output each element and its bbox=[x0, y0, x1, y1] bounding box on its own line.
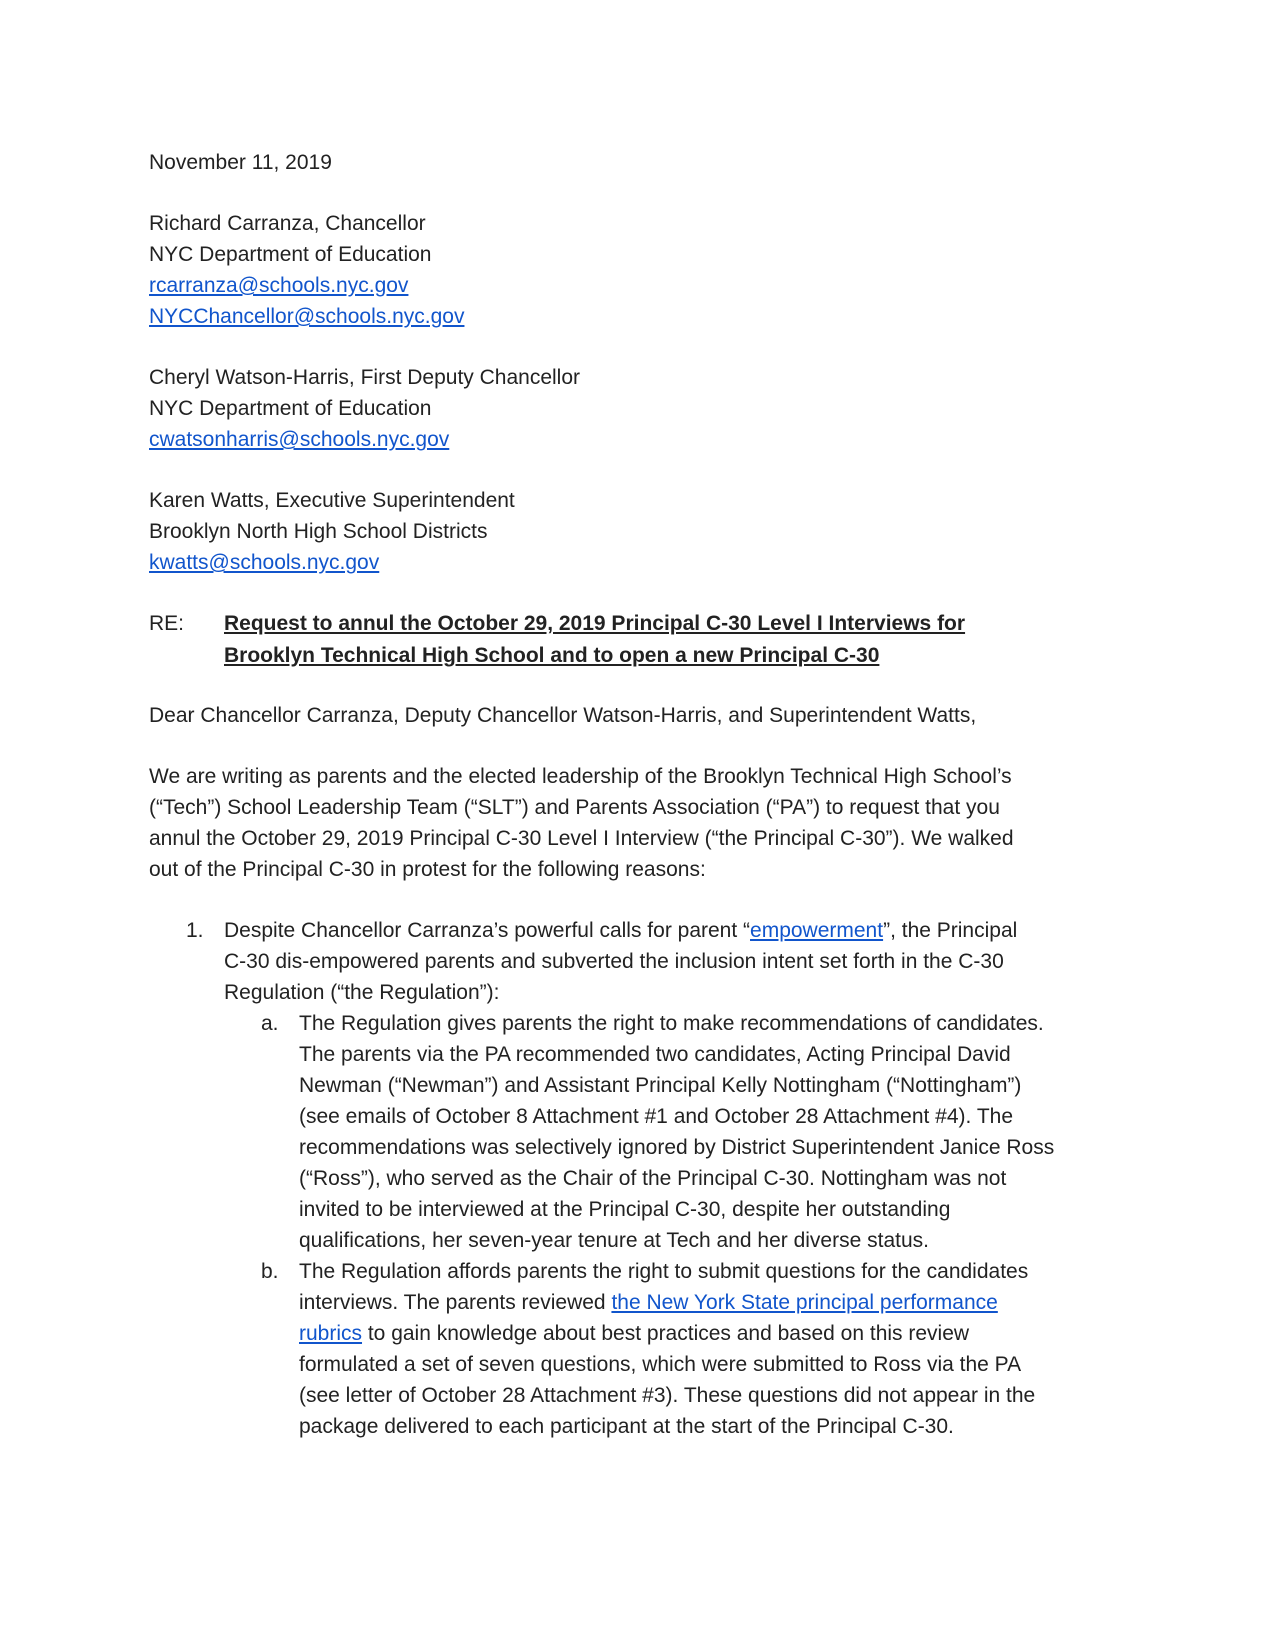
sub-list-label: a. bbox=[261, 1012, 279, 1035]
sub-list-text: formulated a set of seven questions, which were submitted to Ross via the PA bbox=[299, 1353, 1022, 1376]
sub-list-item bbox=[224, 1008, 1129, 1256]
principal-rubrics-link[interactable]: rubrics bbox=[299, 1322, 363, 1345]
email-link[interactable]: NYCChancellor@schools.nyc.gov bbox=[149, 305, 465, 328]
paragraph-line: (“Tech”) School Leadership Team (“SLT”) and Parents Association (“PA”) to request that you bbox=[149, 796, 1000, 819]
list-item-text: ”, the Principal bbox=[883, 919, 1018, 942]
empowerment-link[interactable]: empowerment bbox=[750, 919, 884, 942]
recipient-name-title: Karen Watts, Executive Superintendent bbox=[149, 489, 515, 512]
letter-page bbox=[149, 147, 1129, 1442]
list-item-text: Despite Chancellor Carranza’s powerful calls for parent “ bbox=[224, 919, 751, 942]
recipient-organization: NYC Department of Education bbox=[149, 397, 432, 420]
sub-list-text: invited to be interviewed at the Principal C-30, despite her outstanding bbox=[299, 1198, 951, 1221]
sub-list-text: The Regulation gives parents the right to make recommendations of candidates. bbox=[299, 1012, 1044, 1035]
list-item bbox=[149, 915, 1129, 1442]
paragraph-line: annul the October 29, 2019 Principal C-30 Level I Interview (“the Principal C-30”). We walked bbox=[149, 827, 1014, 850]
sub-list-text: package delivered to each participant at the start of the Principal C-30. bbox=[299, 1415, 954, 1438]
recipient-name-title: Richard Carranza, Chancellor bbox=[149, 212, 426, 235]
recipient-name-title: Cheryl Watson-Harris, First Deputy Chancellor bbox=[149, 366, 581, 389]
subject-text-line: Request to annul the October 29, 2019 Principal C-30 Level I Interviews for bbox=[224, 612, 966, 635]
recipient-block bbox=[149, 362, 1129, 455]
list-item-text: Regulation (“the Regulation”): bbox=[224, 981, 500, 1004]
recipient-block bbox=[149, 208, 1129, 332]
sub-list-text: Newman (“Newman”) and Assistant Principal Kelly Nottingham (“Nottingham”) bbox=[299, 1074, 1022, 1097]
recipient-block bbox=[149, 485, 1129, 578]
subject-text-line: Brooklyn Technical High School and to open a new Principal C-30 bbox=[224, 644, 880, 667]
letter-date: November 11, 2019 bbox=[149, 151, 332, 174]
sub-list-text: to gain knowledge about best practices and based on this review bbox=[362, 1322, 970, 1345]
sub-list-text: The Regulation affords parents the right to submit questions for the candidates bbox=[299, 1260, 1029, 1283]
email-link[interactable]: cwatsonharris@schools.nyc.gov bbox=[149, 428, 450, 451]
sub-list-text: qualifications, her seven-year tenure at Tech and her diverse status. bbox=[299, 1229, 929, 1252]
sub-list-label: b. bbox=[261, 1260, 279, 1283]
sub-list-text: recommendations was selectively ignored by District Superintendent Janice Ross bbox=[299, 1136, 1055, 1159]
email-link[interactable]: kwatts@schools.nyc.gov bbox=[149, 551, 380, 574]
subject-text bbox=[224, 608, 965, 672]
sub-list-text: (“Ross”), who served as the Chair of the Principal C-30. Nottingham was not bbox=[299, 1167, 1007, 1190]
sub-list-item bbox=[224, 1256, 1129, 1442]
sub-list-text: The parents via the PA recommended two candidates, Acting Principal David bbox=[299, 1043, 1011, 1066]
paragraph-line: out of the Principal C-30 in protest for the following reasons: bbox=[149, 858, 706, 881]
sub-list-text: (see letter of October 28 Attachment #3). These questions did not appear in the bbox=[299, 1384, 1036, 1407]
sub-list-text: interviews. The parents reviewed bbox=[299, 1291, 612, 1314]
principal-rubrics-link[interactable]: the New York State principal performance bbox=[611, 1291, 998, 1314]
intro-paragraph bbox=[149, 761, 1129, 885]
salutation: Dear Chancellor Carranza, Deputy Chancellor Watson-Harris, and Superintendent Watts, bbox=[149, 704, 977, 727]
sub-list-text: (see emails of October 8 Attachment #1 and October 28 Attachment #4). The bbox=[299, 1105, 1014, 1128]
subject-line bbox=[149, 608, 1129, 670]
recipient-organization: NYC Department of Education bbox=[149, 243, 432, 266]
email-link[interactable]: rcarranza@schools.nyc.gov bbox=[149, 274, 409, 297]
paragraph-line: We are writing as parents and the elected leadership of the Brooklyn Technical High School’s bbox=[149, 765, 1012, 788]
list-item-text: C-30 dis-empowered parents and subverted the inclusion intent set forth in the C-30 bbox=[224, 950, 1004, 973]
list-item-number: 1. bbox=[186, 919, 204, 942]
subject-label: RE: bbox=[149, 612, 185, 635]
recipient-organization: Brooklyn North High School Districts bbox=[149, 520, 488, 543]
